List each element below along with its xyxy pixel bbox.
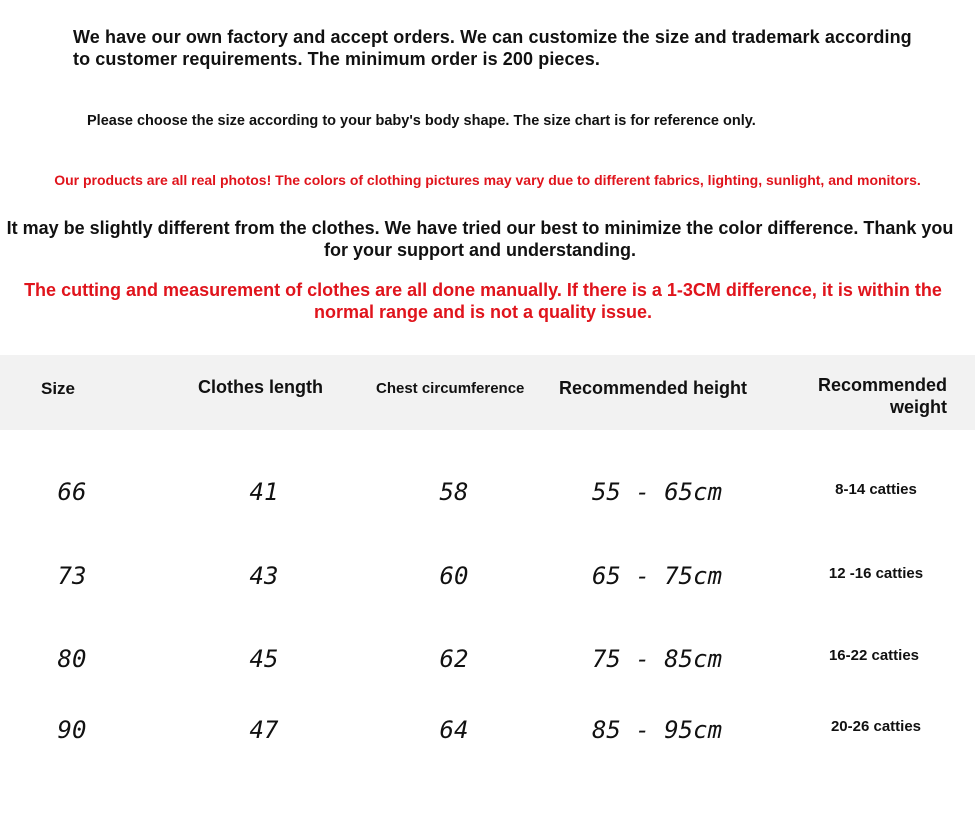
row-2-size: 73 — [57, 562, 87, 590]
row-4-height: 85 - 95cm — [591, 716, 723, 744]
size-choice-notice: Please choose the size according to your baby's body shape. The size chart is for reference only. — [87, 113, 756, 129]
row-1-weight: 8-14 catties — [835, 481, 917, 498]
row-2-clothes-length: 43 — [249, 562, 279, 590]
row-2-weight: 12 -16 catties — [828, 565, 924, 582]
factory-notice: We have our own factory and accept orders. We can customize the size and trademark according to customer requirements. The minimum order is 200 pieces. — [73, 27, 912, 69]
measurement-notice: The cutting and measurement of clothes are all done manually. If there is a 1-3CM difference, it is within the normal range and is not a quality issue. — [24, 280, 942, 322]
header-recommended-height: Recommended height — [559, 378, 748, 398]
row-4-chest: 64 — [439, 716, 469, 744]
header-recommended-weight: Recommended weight — [817, 375, 947, 417]
row-4-size: 90 — [57, 716, 87, 744]
row-2-chest: 60 — [439, 562, 469, 590]
row-1-clothes-length: 41 — [249, 478, 279, 506]
real-photos-notice: Our products are all real photos! The colors of clothing pictures may vary due to different fabrics, lighting, sunlight, and monitors. — [54, 172, 921, 188]
row-1-chest: 58 — [439, 478, 469, 506]
row-3-weight: 16-22 catties — [828, 647, 920, 664]
color-difference-text: It may be slightly different from the clothes. We have tried our best to minimize the color difference. Thank you for your support and understanding. — [6, 218, 954, 260]
row-1-size: 66 — [57, 478, 87, 506]
header-size: Size — [41, 379, 76, 398]
row-3-clothes-length: 45 — [249, 645, 279, 673]
row-1-height: 55 - 65cm — [591, 478, 723, 506]
row-4-clothes-length: 47 — [249, 716, 279, 744]
row-3-height: 75 - 85cm — [591, 645, 723, 673]
row-4-weight: 20-26 catties — [830, 718, 922, 735]
color-difference-notice — [0, 217, 960, 261]
row-3-chest: 62 — [439, 645, 469, 673]
header-clothes-length: Clothes length — [198, 377, 323, 397]
header-chest-circumference: Chest circumference — [376, 380, 525, 397]
row-3-size: 80 — [57, 645, 87, 673]
row-2-height: 65 - 75cm — [591, 562, 723, 590]
